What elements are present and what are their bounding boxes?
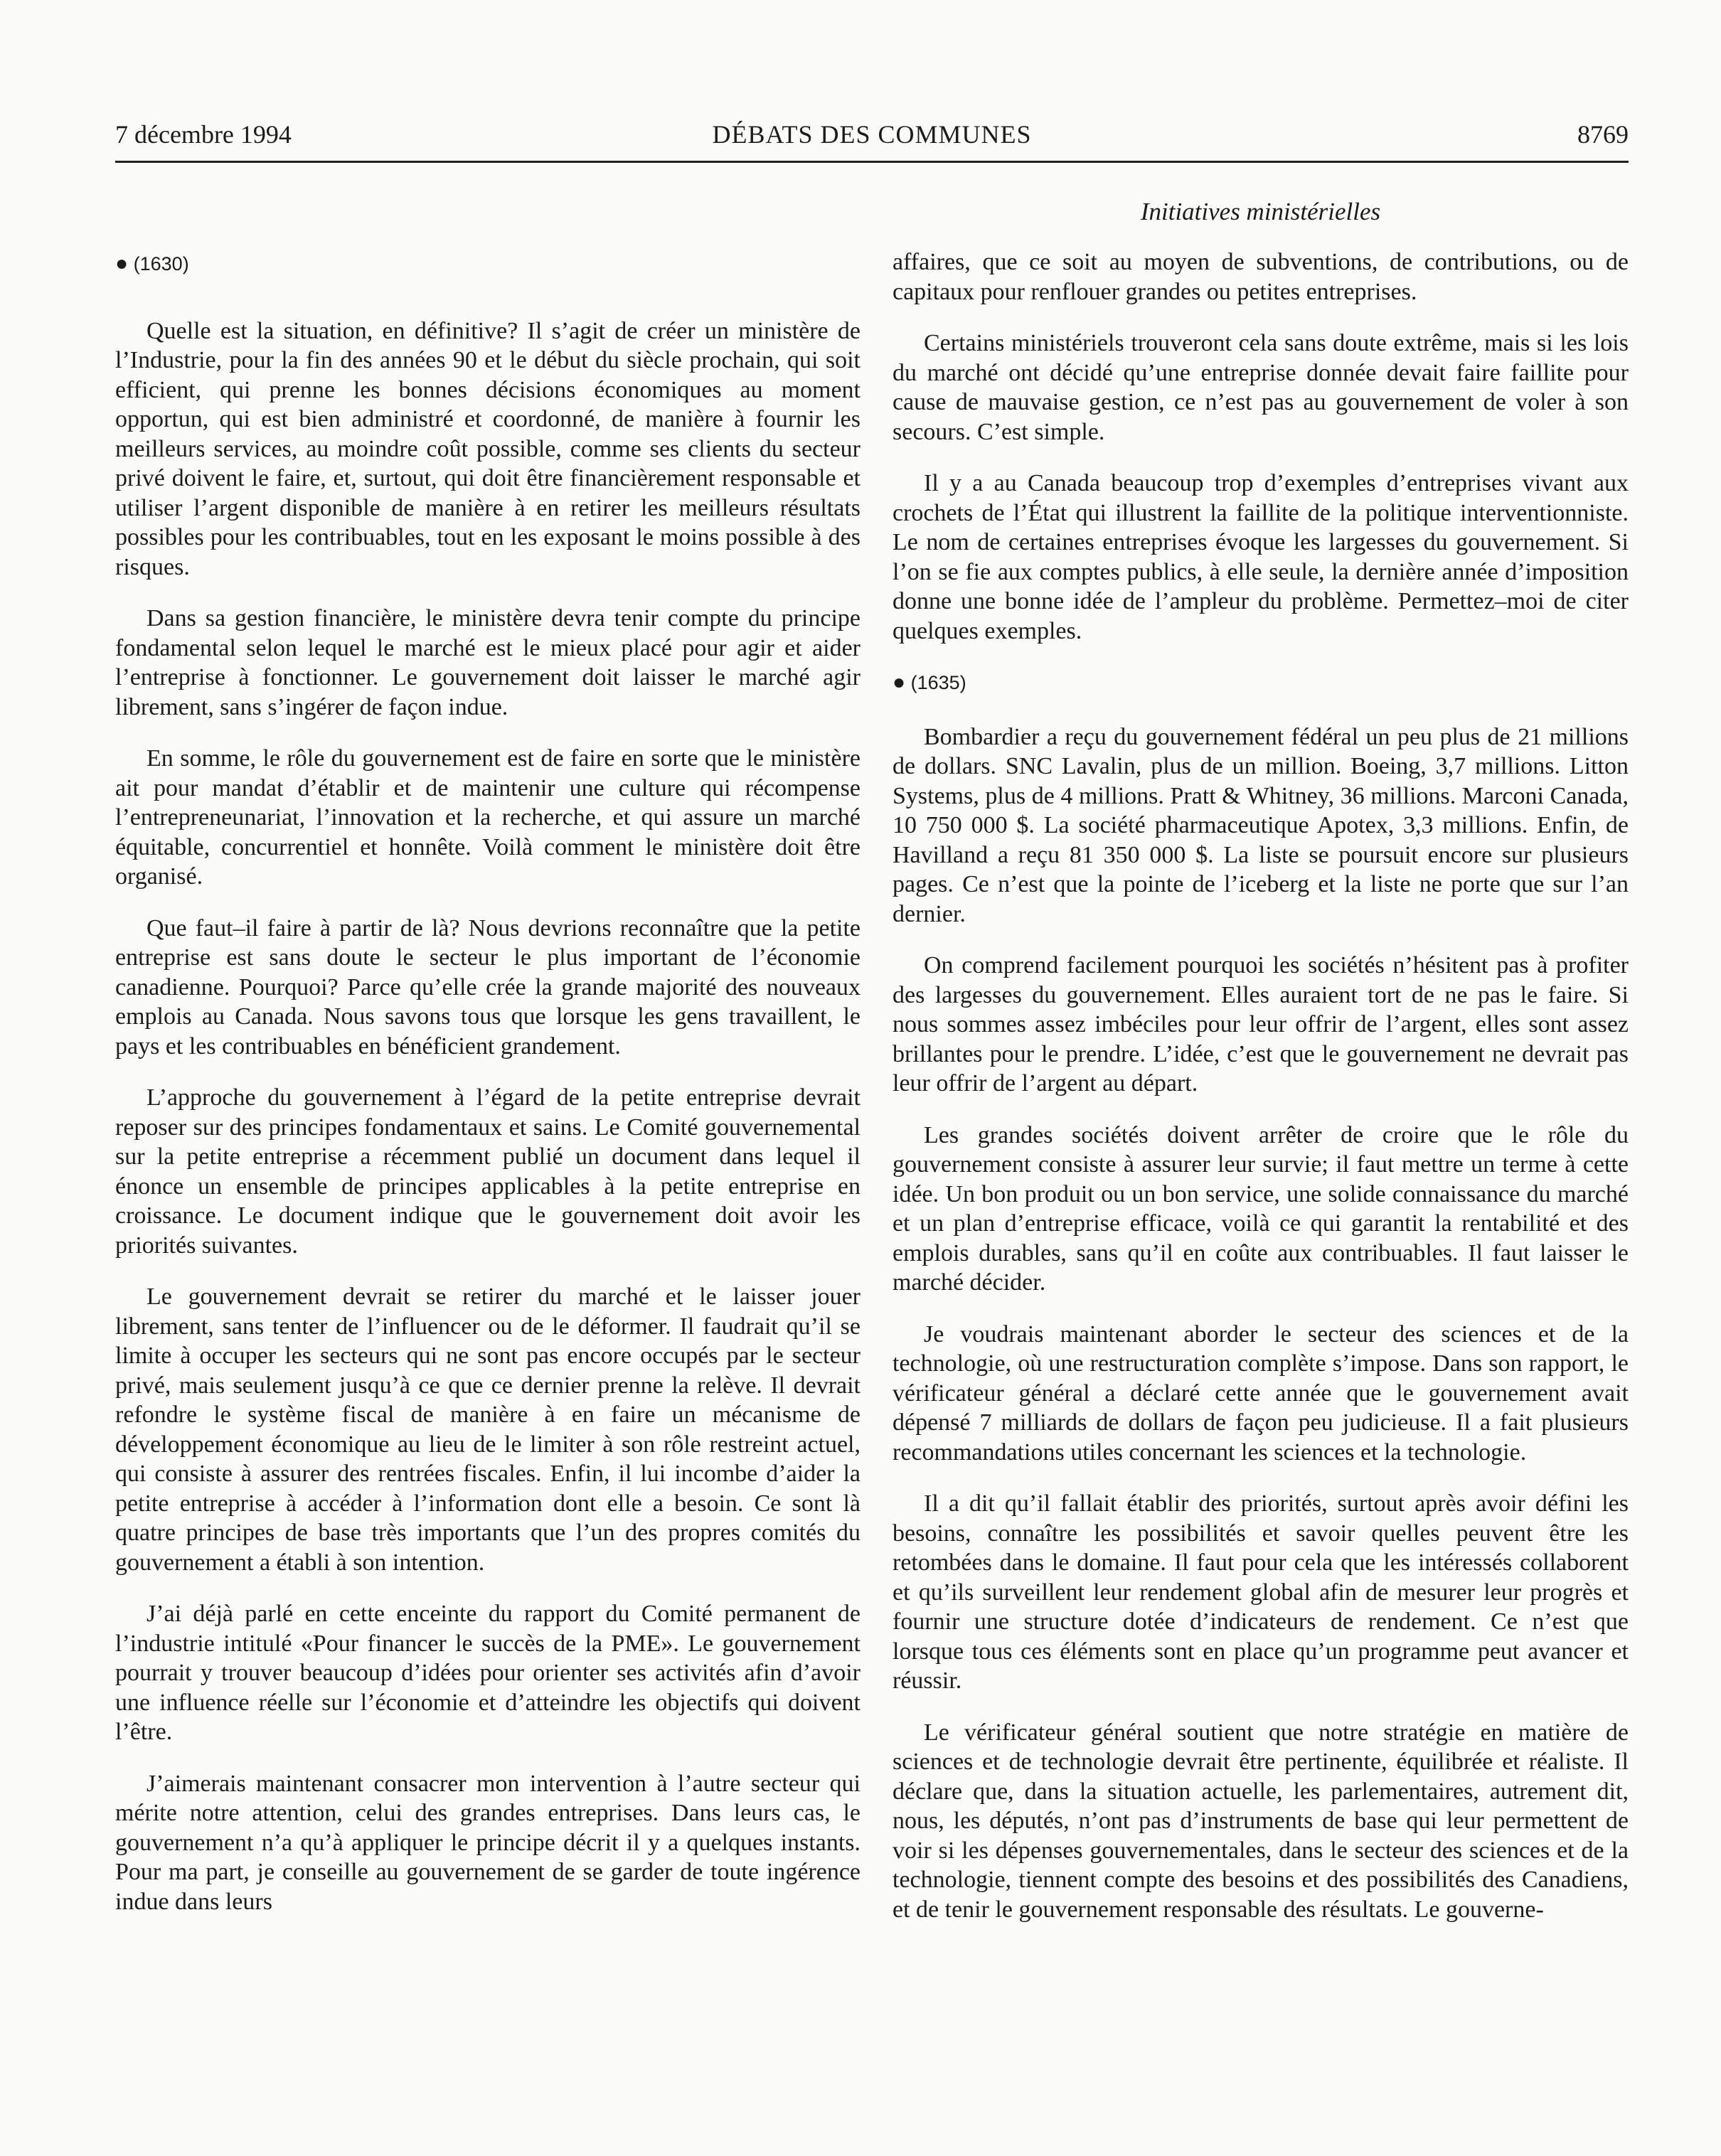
right-column (893, 247, 1629, 1946)
paragraph: Le vérificateur général soutient que notre stratégie en matière de sciences et de technologie devrait être pertinente, équilibrée et réaliste. Il déclare que, dans la situation actuelle, les parlementaires, autrement dit, nous, les députés, n’ont pas d’instruments de base qui leur permettent de voir si les dépenses gouvernementales, dans le secteur des sciences et de la technologie, tiennent compte des besoins et des possibilités des Canadiens, et de tenir le gouvernement responsable des résultats. Le gouverne- (893, 1719, 1629, 1923)
page-header (115, 119, 1629, 155)
header-rule (115, 161, 1629, 163)
paragraph: J’ai déjà parlé en cette enceinte du rapport du Comité permanent de l’industrie intitulé «Pour financer le succès de la PME». Le gouvernement pourrait y trouver beaucoup d’idées pour orienter ses activités afin d’avoir une influence réelle sur l’économie et d’atteindre les objectifs qui doivent l’être. (115, 1601, 860, 1745)
page-number: 8769 (1577, 120, 1629, 149)
paragraph: Le gouvernement devrait se retirer du marché et le laisser jouer librement, sans tenter de l’influencer ou de le déformer. Il faudrait qu’il se limite à occuper les secteurs qui ne sont pas encore occupés par le secteur privé, mais seulement jusqu’à ce que ce dernier prenne la relève. Il devrait refondre le système fiscal de manière à en faire un mécanisme de développement économique au lieu de le limiter à son rôle restreint actuel, qui consiste à assurer des rentrées fiscales. Enfin, il lui incombe d’aider la petite entreprise à accéder à l’information dont elle a besoin. Ce sont là quatre principes de base très importants que l’un des propres comités du gouvernement a établi à son intention. (115, 1284, 860, 1576)
bullet-icon: ● (893, 671, 906, 694)
paragraph: Quelle est la situation, en définitive? Il s’agit de créer un ministère de l’Industrie, pour la fin des années 90 et le début du siècle prochain, qui soit efficient, qui prenne les bonnes décisions économiques au moment opportun, qui est bien administré et coordonné, de manière à fournir les meilleurs services, au moindre coût possible, comme ses clients du secteur privé doivent le faire, et, surtout, qui doit être financièrement responsable et utiliser l’argent disponible de manière à en retirer les meilleurs résultats possibles pour les contribuables, tout en les exposant le moins possible à des risques. (115, 317, 860, 580)
time-marker-label: (1630) (133, 253, 189, 274)
bullet-icon: ● (115, 252, 129, 275)
time-marker (115, 249, 860, 279)
section-title: Initiatives ministérielles (1140, 198, 1381, 225)
paragraph: Que faut–il faire à partir de là? Nous devrions reconnaître que la petite entreprise est sans doute le secteur le plus important de l’économie canadienne. Pourquoi? Parce qu’elle crée la grande majorité des nouveaux emplois au Canada. Nous savons tous que lorsque les gens travaillent, le pays et les contribuables en bénéficient grandement. (115, 914, 860, 1060)
paragraph-continued: affaires, que ce soit au moyen de subventions, de contributions, ou de capitaux pour renflouer grandes ou petites entreprises. (893, 249, 1629, 305)
paragraph: L’approche du gouvernement à l’égard de la petite entreprise devrait reposer sur des principes fondamentaux et sains. Le Comité gouvernemental sur la petite entreprise a récemment publié un document dans lequel il énonce un ensemble de principes applicables à la petite entreprise en croissance. Le document indique que le gouvernement doit avoir les priorités suivantes. (115, 1084, 860, 1259)
paragraph: Je voudrais maintenant aborder le secteur des sciences et de la technologie, où une restructuration complète s’impose. Dans son rapport, le vérificateur général a déclaré cette année que le gouvernement avait dépensé 7 milliards de dollars de façon peu judicieuse. Il a fait plusieurs recommandations utiles concernant les sciences et la technologie. (893, 1320, 1629, 1466)
header-title: DÉBATS DES COMMUNES (712, 120, 1032, 149)
left-column (115, 242, 860, 1938)
time-marker-label: (1635) (910, 672, 966, 693)
time-marker (893, 668, 1629, 698)
paragraph: Les grandes sociétés doivent arrêter de croire que le rôle du gouvernement consiste à assurer leur survie; il faut mettre un terme à cette idée. Un bon produit ou un bon service, une solide connaissance du marché et un plan d’entreprise efficace, voilà ce qui garantit la rentabilité et des emplois durables, sans qu’il en coûte aux contribuables. Il faut laisser le marché décider. (893, 1121, 1629, 1296)
paragraph: Certains ministériels trouveront cela sans doute extrême, mais si les lois du marché ont décidé qu’une entreprise donnée devait faire faillite pour cause de mauvaise gestion, ce n’est pas au gouvernement de voler à son secours. C’est simple. (893, 330, 1629, 445)
paragraph: Bombardier a reçu du gouvernement fédéral un peu plus de 21 millions de dollars. SNC Lavalin, plus de un million. Boeing, 3,7 millions. Litton Systems, plus de 4 millions. Pratt & Whitney, 36 millions. Marconi Canada, 10 750 000 $. La société pharmaceutique Apotex, 3,3 millions. Enfin, de Havilland a reçu 81 350 000 $. La liste se poursuit encore sur plusieurs pages. Ce n’est que la pointe de l’iceberg et la liste ne porte que sur l’an dernier. (893, 723, 1629, 927)
paragraph: Il y a au Canada beaucoup trop d’exemples d’entreprises vivant aux crochets de l’État qui illustrent la faillite de la politique interventionniste. Le nom de certaines entreprises évoque les largesses du gouvernement. Si l’on se fie aux comptes publics, à elle seule, la dernière année d’imposition donne une bonne idée de l’ampleur du problème. Permettez–moi de citer quelques exemples. (893, 470, 1629, 644)
header-date: 7 décembre 1994 (115, 120, 292, 149)
paragraph: On comprend facilement pourquoi les sociétés n’hésitent pas à profiter des largesses du gouvernement. Elles auraient tort de ne pas le faire. Si nous sommes assez imbéciles pour leur offrir de l’argent, elles sont assez brillantes pour le prendre. L’idée, c’est que le gouvernement ne devrait pas leur offrir de l’argent au départ. (893, 952, 1629, 1096)
paragraph: En somme, le rôle du gouvernement est de faire en sorte que le ministère ait pour mandat d’établir et de maintenir une culture qui récompense l’entrepreneunariat, l’innovation et la recherche, et qui assure un marché équitable, concurrentiel et honnête. Voilà comment le ministère doit être organisé. (115, 745, 860, 890)
paragraph: J’aimerais maintenant consacrer mon intervention à l’autre secteur qui mérite notre attention, celui des grandes entreprises. Dans leurs cas, le gouvernement n’a qu’à appliquer le principe décrit il y a quelques instants. Pour ma part, je conseille au gouvernement de se garder de toute ingérence indue dans leurs (115, 1770, 860, 1915)
paragraph: Dans sa gestion financière, le ministère devra tenir compte du principe fondamental selon lequel le marché est le mieux placé pour agir et aider l’entreprise à fonctionner. Le gouvernement doit laisser le marché agir librement, sans s’ingérer de façon indue. (115, 605, 860, 720)
paragraph: Il a dit qu’il fallait établir des priorités, surtout après avoir défini les besoins, connaître les possibilités et savoir quelles peuvent être les retombées dans le domaine. Il faut pour cela que les intéressés collaborent et qu’ils surveillent leur rendement global afin de mesurer leur progrès et fournir une structure dotée d’indicateurs de rendement. Ce n’est que lorsque tous ces éléments sont en place qu’un programme peut avancer et réussir. (893, 1490, 1629, 1694)
